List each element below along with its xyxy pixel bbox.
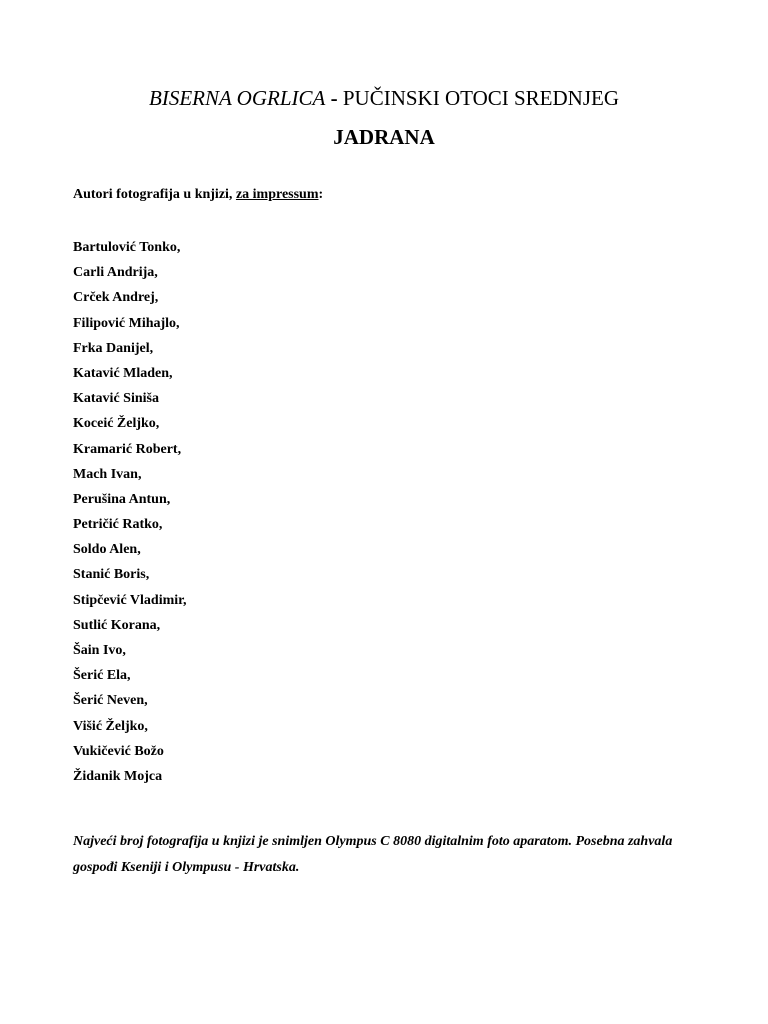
document-title bbox=[0, 84, 768, 112]
author-item: Crček Andrej, bbox=[73, 290, 159, 306]
author-item: Mach Ivan, bbox=[73, 466, 142, 482]
author-item: Katavić Siniša bbox=[73, 391, 159, 407]
author-item: Kramarić Robert, bbox=[73, 441, 182, 457]
author-item: Frka Danijel, bbox=[73, 340, 154, 356]
acknowledgement-note: Najveći broj fotografija u knjizi je snimljen Olympus C 8080 digitalnim foto aparatom. Posebna zahvala gospođi Kseniji i Olympusu - Hrvatska. bbox=[73, 834, 673, 875]
author-item: Katavić Mladen, bbox=[73, 365, 173, 381]
title-italic-part: BISERNA OGRLICA bbox=[149, 86, 326, 110]
title-separator: - bbox=[325, 86, 343, 110]
author-item: Sutlić Korana, bbox=[73, 617, 161, 633]
author-item: Stipčević Vladimir, bbox=[73, 592, 187, 608]
author-item: Višić Željko, bbox=[73, 718, 148, 734]
author-item: Vukičević Božo bbox=[73, 743, 164, 759]
authors-intro bbox=[73, 185, 323, 205]
title-regular-part: PUČINSKI OTOCI SREDNJEG bbox=[342, 86, 619, 110]
intro-suffix: : bbox=[318, 187, 324, 202]
intro-text: Autori fotografija u knjizi, bbox=[73, 187, 236, 202]
authors-list bbox=[73, 235, 187, 789]
author-item: Filipović Mihajlo, bbox=[73, 315, 180, 331]
author-item: Carli Andrija, bbox=[73, 265, 158, 281]
author-item: Perušina Antun, bbox=[73, 491, 171, 507]
author-item: Petričić Ratko, bbox=[73, 517, 163, 533]
author-item: Koceić Željko, bbox=[73, 416, 160, 432]
author-item: Šain Ivo, bbox=[73, 643, 126, 658]
document-title-line2: JADRANA bbox=[333, 125, 435, 149]
author-item: Stanić Boris, bbox=[73, 567, 150, 583]
author-item: Židanik Mojca bbox=[73, 768, 163, 784]
author-item: Šerić Ela, bbox=[73, 668, 131, 684]
author-item: Bartulović Tonko, bbox=[73, 240, 181, 255]
author-item: Šerić Neven, bbox=[73, 693, 148, 709]
intro-underlined: za impressum bbox=[235, 187, 319, 202]
author-item: Soldo Alen, bbox=[73, 542, 141, 558]
